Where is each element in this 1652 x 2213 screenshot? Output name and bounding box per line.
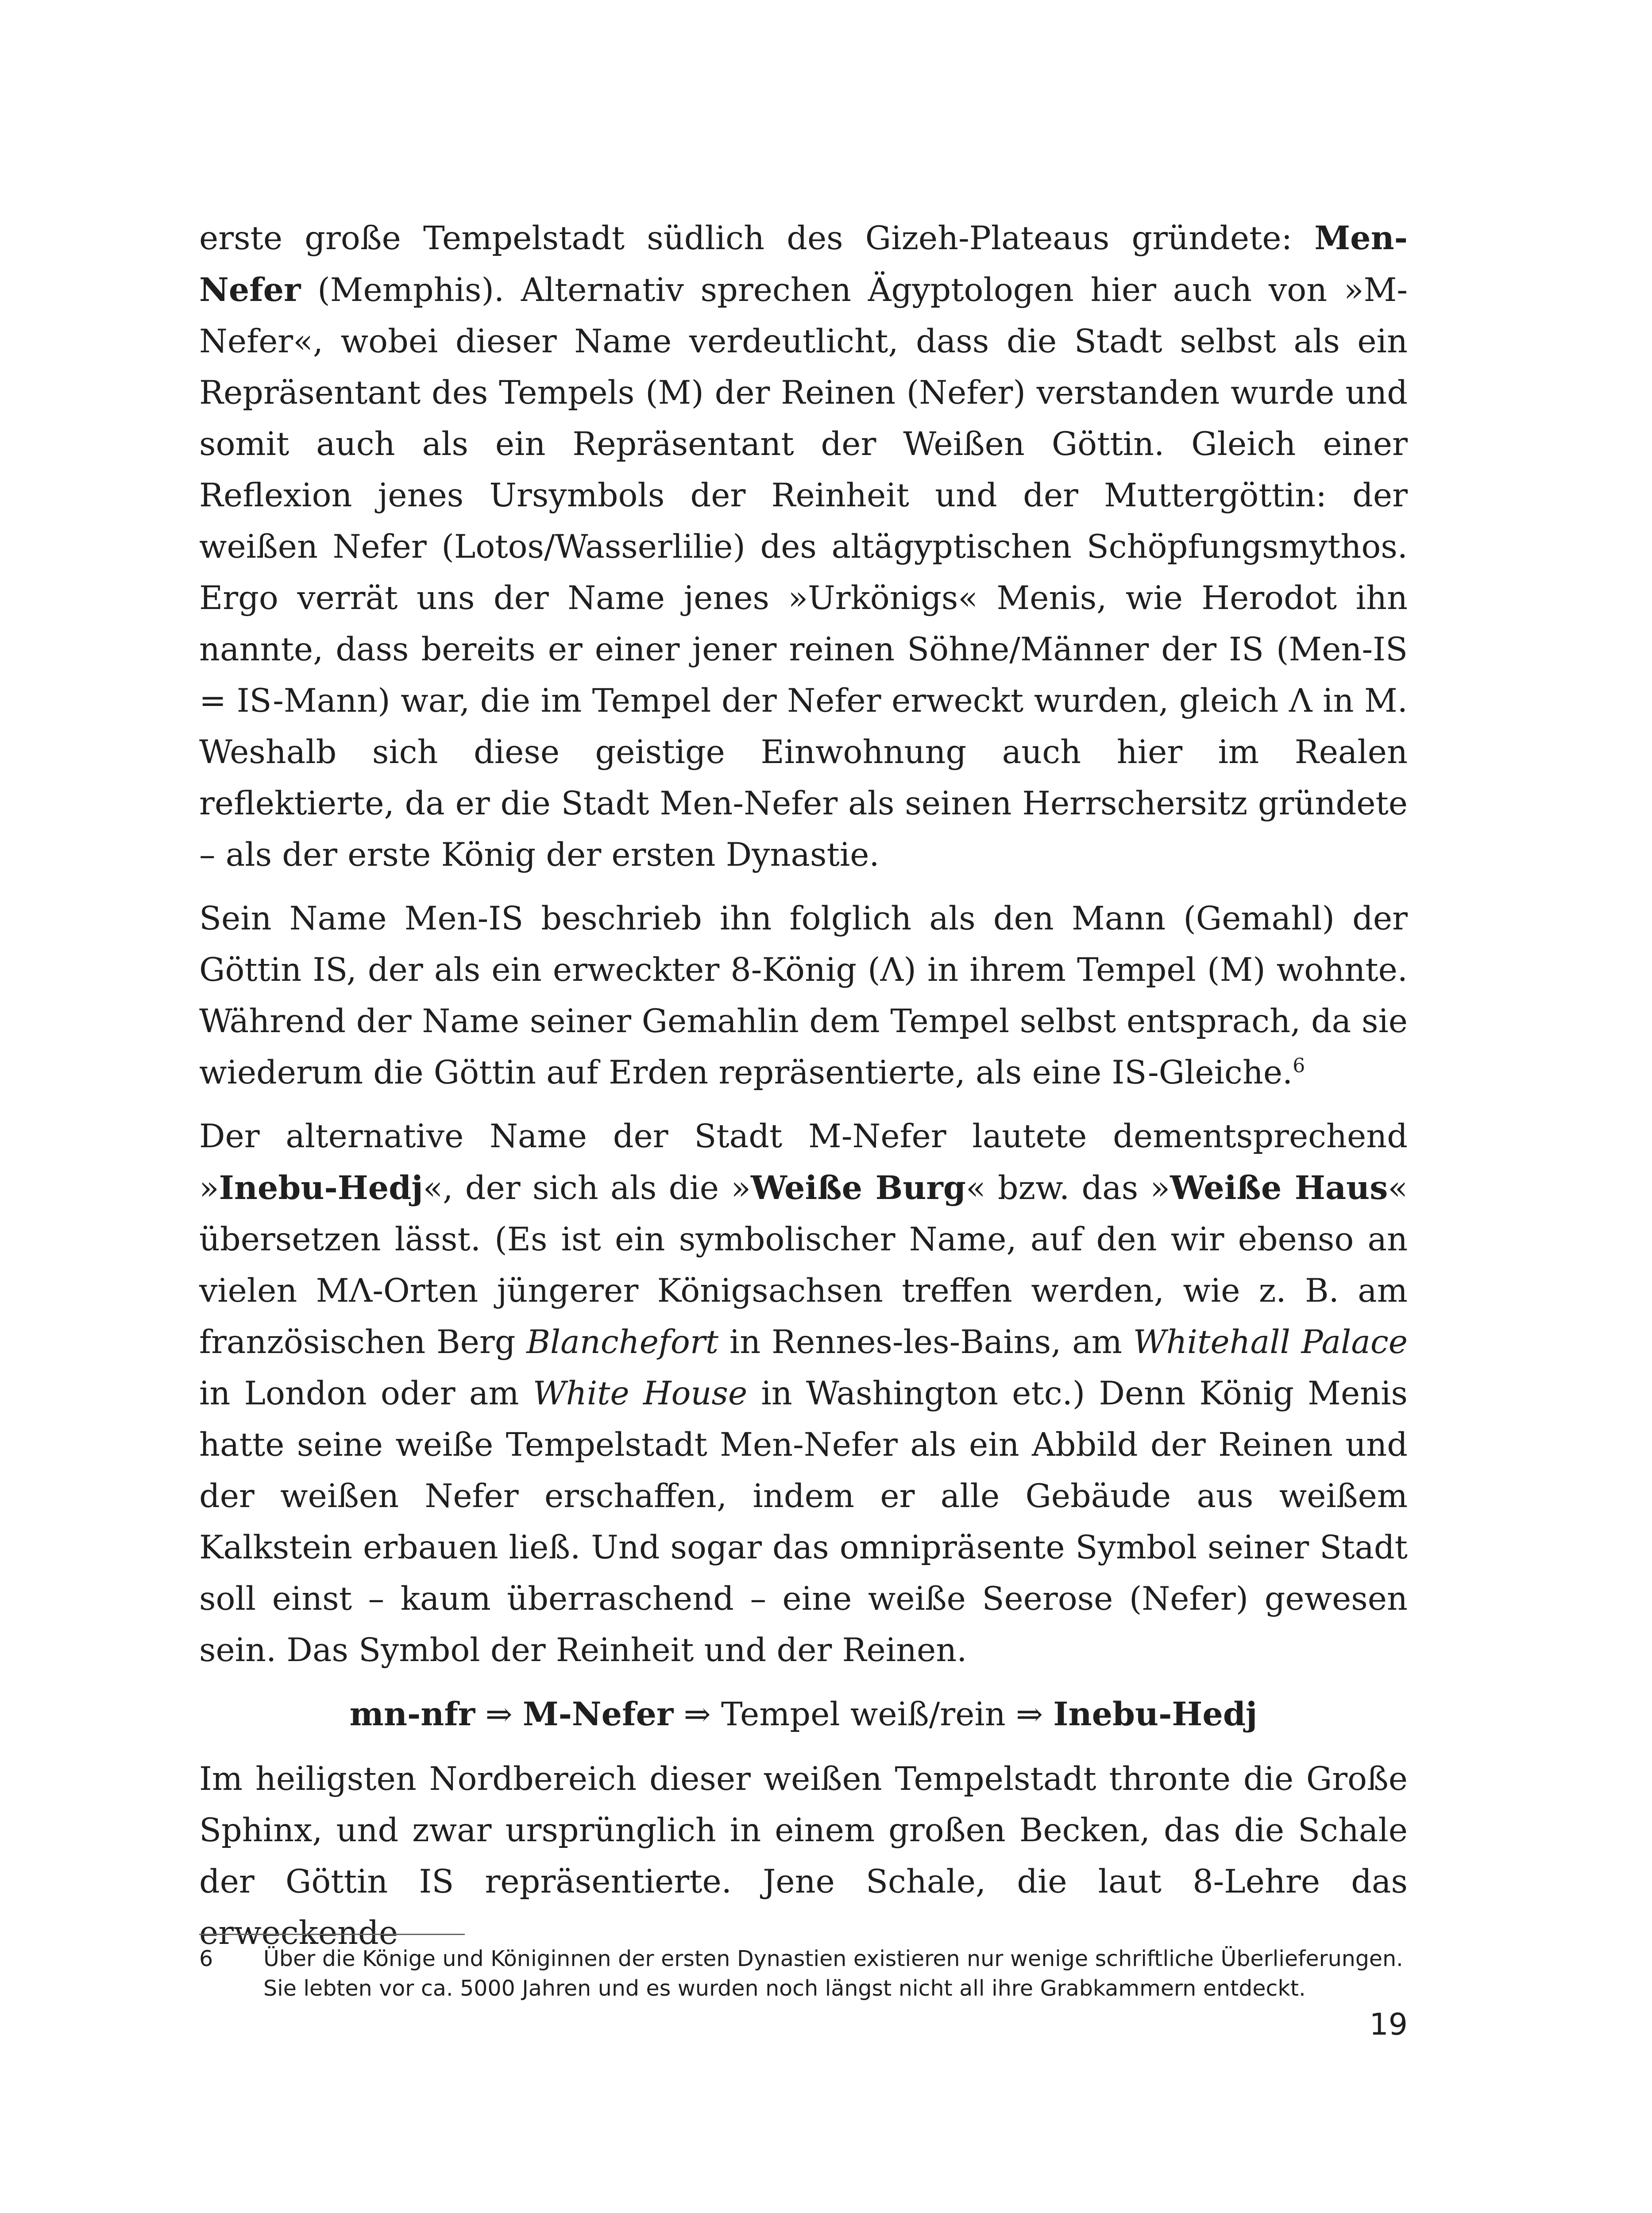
footnote-text: Über die Könige und Königinnen der ersten Dynastien existieren nur wenige schriftliche Überlieferungen. Sie lebten vor ca. 5000 Jahren und es wurden noch längst nicht all ihre Grabkammern entdeckt. <box>263 1946 1403 2001</box>
footnote-number: 6 <box>199 1946 213 1971</box>
footnote <box>199 1944 1408 2003</box>
page-number: 19 <box>1369 2007 1408 2042</box>
text-run: « bzw. das » <box>965 1169 1170 1207</box>
paragraph <box>199 1111 1408 1676</box>
bold-term: Inebu-Hedj <box>219 1169 423 1207</box>
bold-term: M-Nefer <box>522 1695 674 1733</box>
text-run: ⇒ Tempel weiß/rein ⇒ <box>673 1696 1054 1733</box>
paragraph <box>199 893 1408 1099</box>
text-run: « übersetzen lässt. (Es ist ein symbolischer Name, auf den wir ebenso an vielen MΛ-Orten jüngerer Königsachsen treffen werden, wie z. B. am französischen Berg <box>199 1169 1408 1361</box>
text-run: in Washington etc.) Denn König Menis hatte seine weiße Tempelstadt Men-Nefer als ein Abbild der Reinen und der weißen Nefer erschaffen, indem er alle Gebäude aus weißem Kalkstein erbauen ließ. Und sogar das omnipräsente Symbol seiner Stadt soll einst – kaum überraschend – eine weiße Seerose (Nefer) gewesen sein. Das Symbol der Reinheit und der Reinen. <box>199 1375 1408 1669</box>
text-run: in Rennes-les-Bains, am <box>718 1323 1133 1361</box>
bold-term: Weiße Burg <box>751 1169 966 1207</box>
bold-term: Inebu-Hedj <box>1053 1695 1258 1733</box>
body-text <box>199 212 1408 1971</box>
text-run: Sein Name Men-IS beschrieb ihn folglich als den Mann (Gemahl) der Göttin IS, der als ein erweckter 8-König (Λ) in ihrem Tempel (M) wohnte. Während der Name seiner Gemahlin dem Tempel selbst entsprach, da sie wiederum die Göttin auf Erden repräsentierte, als eine IS-Gleiche. <box>199 900 1408 1091</box>
text-run: Der alternative Name der Stadt M-Nefer lautete dementsprechend » <box>199 1118 1408 1207</box>
text-run: (Memphis). Alternativ sprechen Ägyptologen hier auch von »M-Nefer«, wobei dieser Name verdeutlicht, dass die Stadt selbst als ein Repräsentant des Tempels (M) der Reinen (Nefer) verstanden wurde und somit auch als ein Repräsentant der Weißen Göttin. Gleich einer Reflexion jenes Ursymbols der Reinheit und der Muttergöttin: der weißen Nefer (Lotos/Wasserlilie) des altägyptischen Schöpfungsmythos. Ergo verrät uns der Name jenes »Urkönigs« Menis, wie Herodot ihn nannte, dass bereits er einer jener reinen Söhne/Männer der IS (Men-IS = IS-Mann) war, die im Tempel der Nefer erweckt wurden, gleich Λ in M. Weshalb sich diese geistige Einwohnung auch hier im Realen reflektierte, da er die Stadt Men-Nefer als seinen Herrschersitz gründete – als der erste König der ersten Dynastie. <box>199 271 1408 874</box>
bold-term: mn-nfr <box>349 1695 475 1733</box>
footnote-ref: 6 <box>1293 1054 1305 1077</box>
formula-line <box>199 1689 1408 1740</box>
bold-term: Men-Nefer <box>199 219 1408 309</box>
italic-term: White House <box>533 1375 748 1412</box>
footnote-separator <box>199 1934 465 1935</box>
text-run: in London oder am <box>199 1375 533 1412</box>
paragraph <box>199 212 1408 881</box>
text-run: Im heiligsten Nordbereich dieser weißen Tempelstadt thronte die Große Sphinx, und zwar ursprünglich in einem großen Becken, das die Schale der Göttin IS repräsentierte. Jene Schale, die laut 8-Lehre das erweckende <box>199 1760 1408 1952</box>
italic-term: Blanchefort <box>526 1323 719 1361</box>
text-run: «, der sich als die » <box>423 1169 751 1207</box>
paragraph <box>199 1754 1408 1959</box>
text-run: ⇒ <box>475 1696 523 1733</box>
text-run: erste große Tempelstadt südlich des Gizeh-Plateaus gründete: <box>199 220 1315 257</box>
bold-term: Weiße Haus <box>1170 1169 1388 1207</box>
italic-term: Whitehall Palace <box>1133 1323 1408 1361</box>
